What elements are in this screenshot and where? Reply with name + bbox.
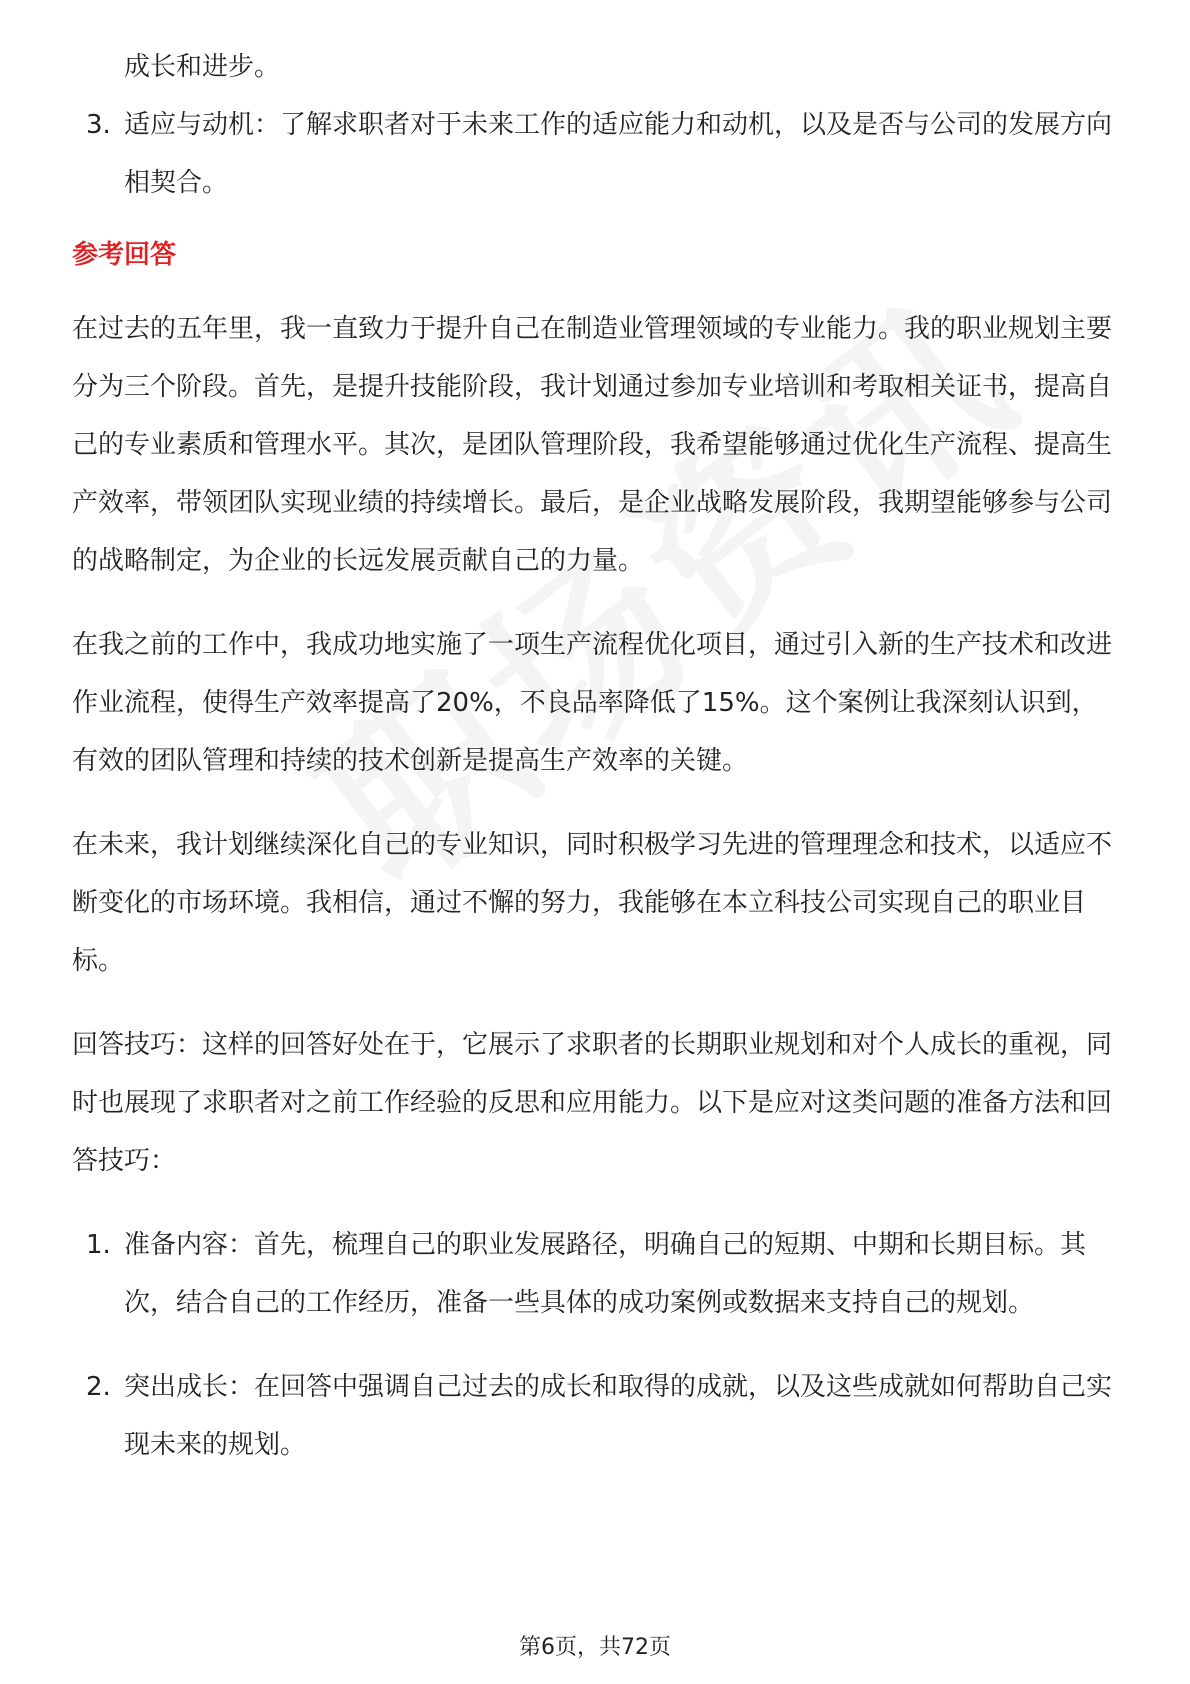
list-item	[72, 1358, 1122, 1474]
document-page	[72, 38, 1122, 1474]
paragraph: 在未来，我计划继续深化自己的专业知识，同时积极学习先进的管理理念和技术，以适应不断变化的市场环境。我相信，通过不懈的努力，我能够在本立科技公司实现自己的职业目标。	[72, 830, 1113, 976]
paragraph: 在过去的五年里，我一直致力于提升自己在制造业管理领域的专业能力。我的职业规划主要分为三个阶段。首先，是提升技能阶段，我计划通过参加专业培训和考取相关证书，提高自己的专业素质和管理水平。其次，是团队管理阶段，我希望能够通过优化生产流程、提高生产效率，带领团队实现业绩的持续增长。最后，是企业战略发展阶段，我期望能够参与公司的战略制定，为企业的长远发展贡献自己的力量。	[72, 314, 1113, 576]
list-item-number: 2.	[86, 1372, 111, 1402]
list-item-text: 成长和进步。	[124, 52, 281, 82]
list-item-text: 准备内容：首先，梳理自己的职业发展路径，明确自己的短期、中期和长期目标。其次，结合自己的工作经历，准备一些具体的成功案例或数据来支持自己的规划。	[124, 1230, 1087, 1318]
paragraph: 回答技巧：这样的回答好处在于，它展示了求职者的长期职业规划和对个人成长的重视，同时也展现了求职者对之前工作经验的反思和应用能力。以下是应对这类问题的准备方法和回答技巧：	[72, 1030, 1113, 1176]
list-item	[72, 1216, 1122, 1332]
list-item-text: 适应与动机：了解求职者对于未来工作的适应能力和动机，以及是否与公司的发展方向相契合。	[124, 110, 1113, 198]
page-number: 第6页，共72页	[519, 1635, 671, 1660]
paragraph: 在我之前的工作中，我成功地实施了一项生产流程优化项目，通过引入新的生产技术和改进作业流程，使得生产效率提高了20%，不良品率降低了15%。这个案例让我深刻认识到，有效的团队管理和持续的技术创新是提高生产效率的关键。	[72, 630, 1113, 776]
list-item	[72, 96, 1122, 212]
section-heading: 参考回答	[72, 240, 177, 270]
list-item-text: 突出成长：在回答中强调自己过去的成长和取得的成就，以及这些成就如何帮助自己实现未来的规划。	[124, 1372, 1113, 1460]
list-item-number: 3.	[86, 110, 111, 140]
list-item-continued	[72, 38, 1122, 96]
list-item-number: 1.	[86, 1230, 111, 1260]
